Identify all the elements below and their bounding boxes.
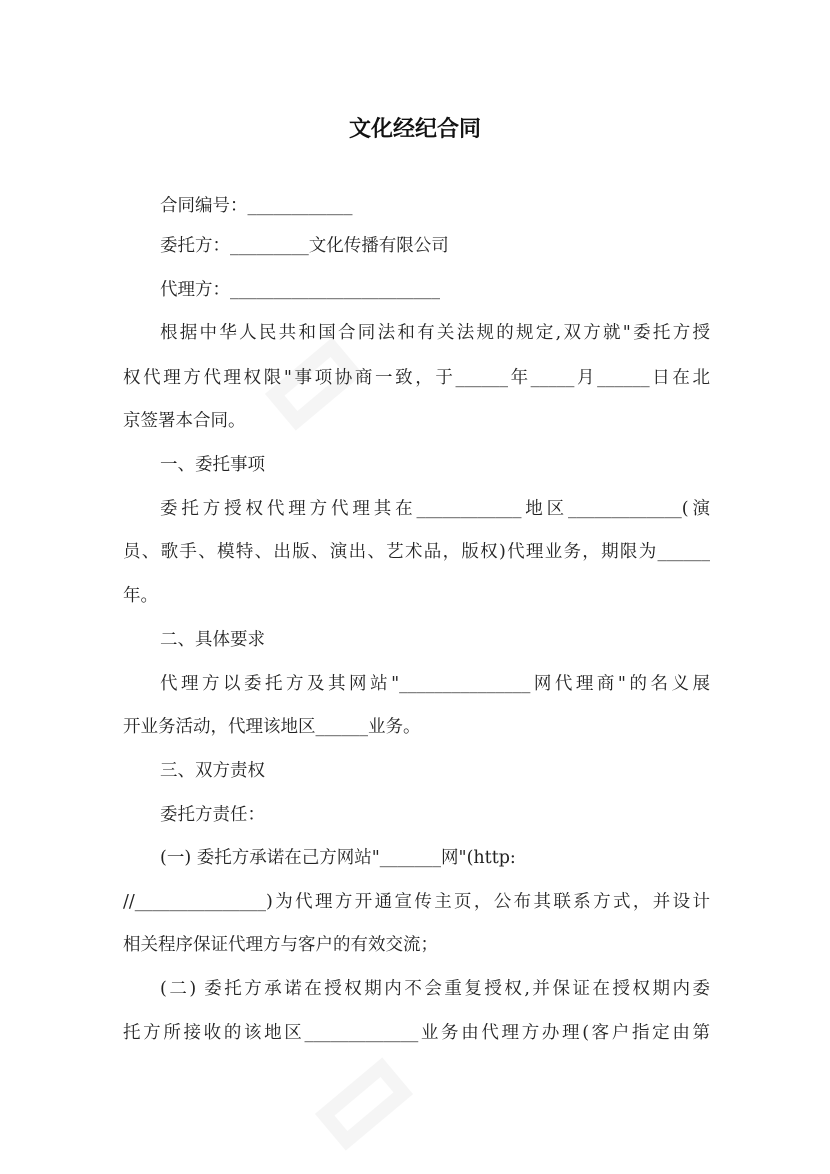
paragraph-line: 员、歌手、模特、出版、演出、艺术品，版权)代理业务，期限为______	[123, 542, 710, 562]
paragraph-line: 权代理方代理权限"事项协商一致，于______年_____月______日在北	[123, 368, 710, 388]
paragraph-line: (二) 委托方承诺在授权期内不会重复授权,并保证在授权期内委	[160, 979, 710, 999]
paragraph-line: 相关程序保证代理方与客户的有效交流；	[123, 935, 438, 955]
paragraph-line: //_______________)为代理方开通宣传主页，公布其联系方式，并设计	[123, 892, 710, 912]
subheading: 委托方责任：	[160, 805, 265, 825]
paragraph-line: 开业务活动，代理该地区______业务。	[123, 717, 421, 737]
paragraph-line: (一) 委托方承诺在己方网站"_______网"(http:	[160, 848, 516, 868]
section-heading: 三、双方责权	[160, 761, 265, 781]
section-heading: 二、具体要求	[160, 630, 265, 650]
principal-line: 委托方：_________文化传播有限公司	[160, 236, 449, 256]
paragraph-line: 根据中华人民共和国合同法和有关法规的规定,双方就"委托方授	[160, 323, 710, 343]
paragraph-line: 托方所接收的该地区_____________业务由代理方办理(客户指定由第	[123, 1023, 710, 1043]
watermark	[315, 1057, 413, 1150]
agent-line: 代理方：________________________	[160, 280, 440, 300]
document-title: 文化经纪合同	[348, 117, 481, 142]
paragraph-line: 京签署本合同。	[123, 411, 246, 431]
paragraph-line: 代理方以委托方及其网站"_______________网代理商"的名义展	[160, 674, 710, 694]
contract-number-line: 合同编号：____________	[160, 196, 353, 216]
paragraph-line: 委托方授权代理方代理其在____________地区_____________(演	[160, 499, 710, 519]
section-heading: 一、委托事项	[160, 455, 265, 475]
paragraph-line: 年。	[123, 586, 158, 606]
